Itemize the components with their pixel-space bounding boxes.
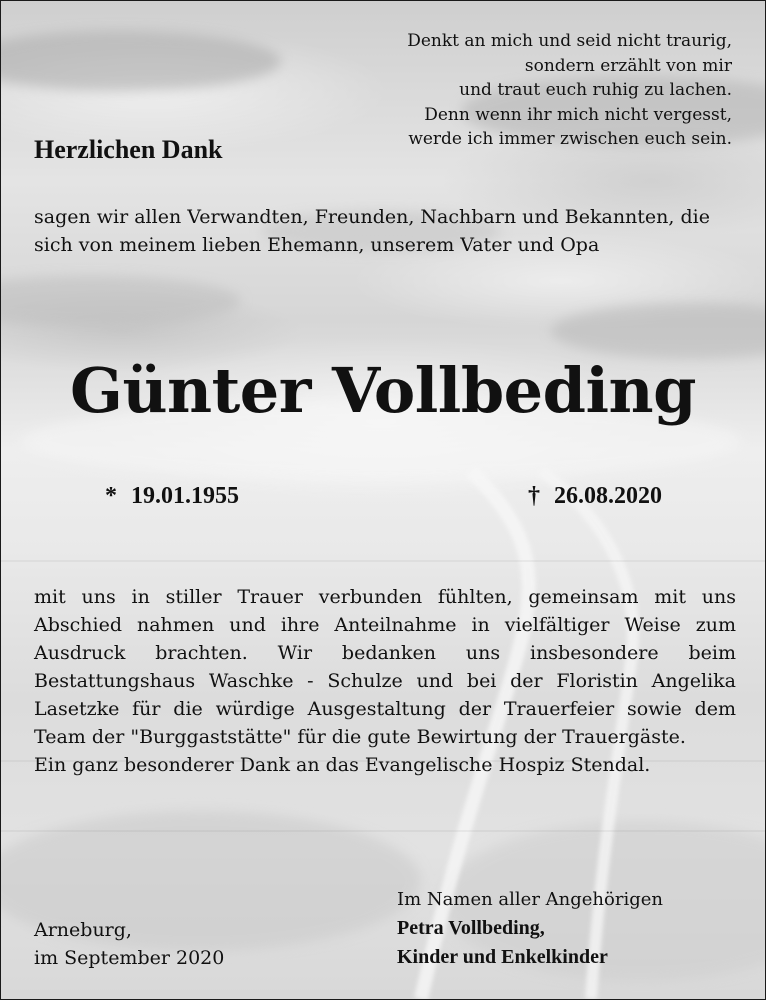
thanks-heading: Herzlichen Dank: [34, 135, 223, 164]
signature-family: Kinder und Enkelkinder: [397, 946, 608, 968]
birth-date-row: [105, 483, 239, 510]
memorial-poem: [312, 29, 732, 152]
closing-thanks: Ein ganz besonderer Dank an das Evangelische Hospiz Stendal.: [34, 754, 651, 776]
body-text: [34, 583, 736, 779]
poem-line: sondern erzählt von mir: [524, 55, 732, 76]
poem-line: werde ich immer zwischen euch sein.: [408, 129, 732, 149]
place-month: im September 2020: [34, 947, 225, 969]
signature-intro: Im Namen aller Angehörigen: [397, 889, 663, 910]
body-paragraph: mit uns in stiller Trauer verbunden fühlten, gemeinsam mit uns Abschied nahmen und ihre Anteilnahme in vielfältiger Weise zum Ausdruck brachten. Wir bedanken uns insbesondere beim Bestattungshaus Waschke - Schulze und bei der Floristin Angelika Lasetzke für die würdige Ausgestaltung der Trauerfeier sowie dem Team der "Burggaststätte" für die gute Bewirtung der Trauergäste.: [34, 586, 736, 748]
signature-block: [397, 885, 663, 972]
birth-date: 19.01.1955: [131, 483, 239, 509]
death-date-row: [528, 483, 662, 510]
poem-line: und traut euch ruhig zu lachen.: [459, 80, 732, 100]
birth-star-icon: *: [105, 483, 117, 509]
place-date: [34, 916, 224, 972]
death-date: 26.08.2020: [554, 483, 662, 509]
intro-text: sagen wir allen Verwandten, Freunden, Nachbarn und Bekannten, die sich von meinem lieben Ehemann, unserem Vater und Opa: [34, 206, 710, 256]
poem-line: Denn wenn ihr mich nicht vergesst,: [424, 104, 732, 125]
signature-name: Petra Vollbeding,: [397, 917, 545, 939]
deceased-name: Günter Vollbeding: [70, 354, 696, 427]
poem-line: Denkt an mich und seid nicht traurig,: [407, 31, 732, 51]
place-town: Arneburg,: [34, 919, 132, 941]
death-cross-icon: †: [528, 483, 540, 509]
